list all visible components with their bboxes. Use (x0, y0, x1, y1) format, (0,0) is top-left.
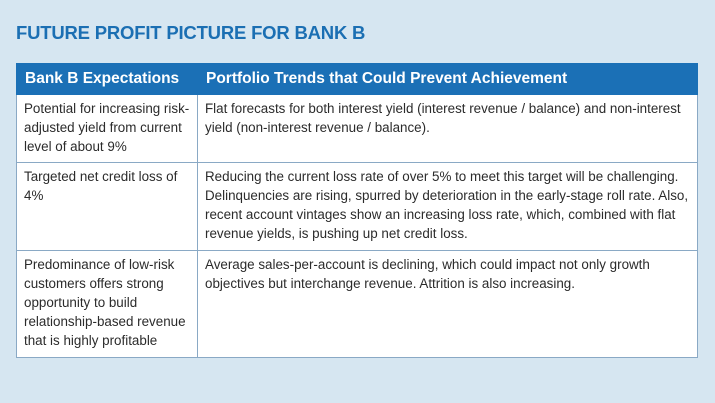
table-row (17, 163, 698, 251)
column-header-expectations: Bank B Expectations (17, 64, 198, 95)
table-header-row (17, 64, 698, 95)
table-row (17, 251, 698, 358)
page-title: FUTURE PROFIT PICTURE FOR BANK B (16, 22, 366, 43)
table-row (17, 95, 698, 163)
expectation-cell: Predominance of low-risk customers offers strong opportunity to build relationship-based revenue that is highly profitable (17, 251, 198, 358)
column-header-portfolio-trends: Portfolio Trends that Could Prevent Achievement (198, 64, 698, 95)
expectation-cell: Potential for increasing risk-adjusted yield from current level of about 9% (17, 95, 198, 163)
expectation-cell: Targeted net credit loss of 4% (17, 163, 198, 251)
trend-cell: Average sales-per-account is declining, which could impact not only growth objectives but interchange revenue. Attrition is also increasing. (198, 251, 698, 358)
trend-cell: Reducing the current loss rate of over 5% to meet this target will be challenging. Delinquencies are rising, spurred by deterioration in the early-stage roll rate. Also, recent account vintages show an increasing loss rate, which, combined with flat revenue yields, is pushing up net credit loss. (198, 163, 698, 251)
trend-cell: Flat forecasts for both interest yield (interest revenue / balance) and non-interest yield (non-interest revenue / balance). (198, 95, 698, 163)
expectations-table (16, 63, 698, 358)
